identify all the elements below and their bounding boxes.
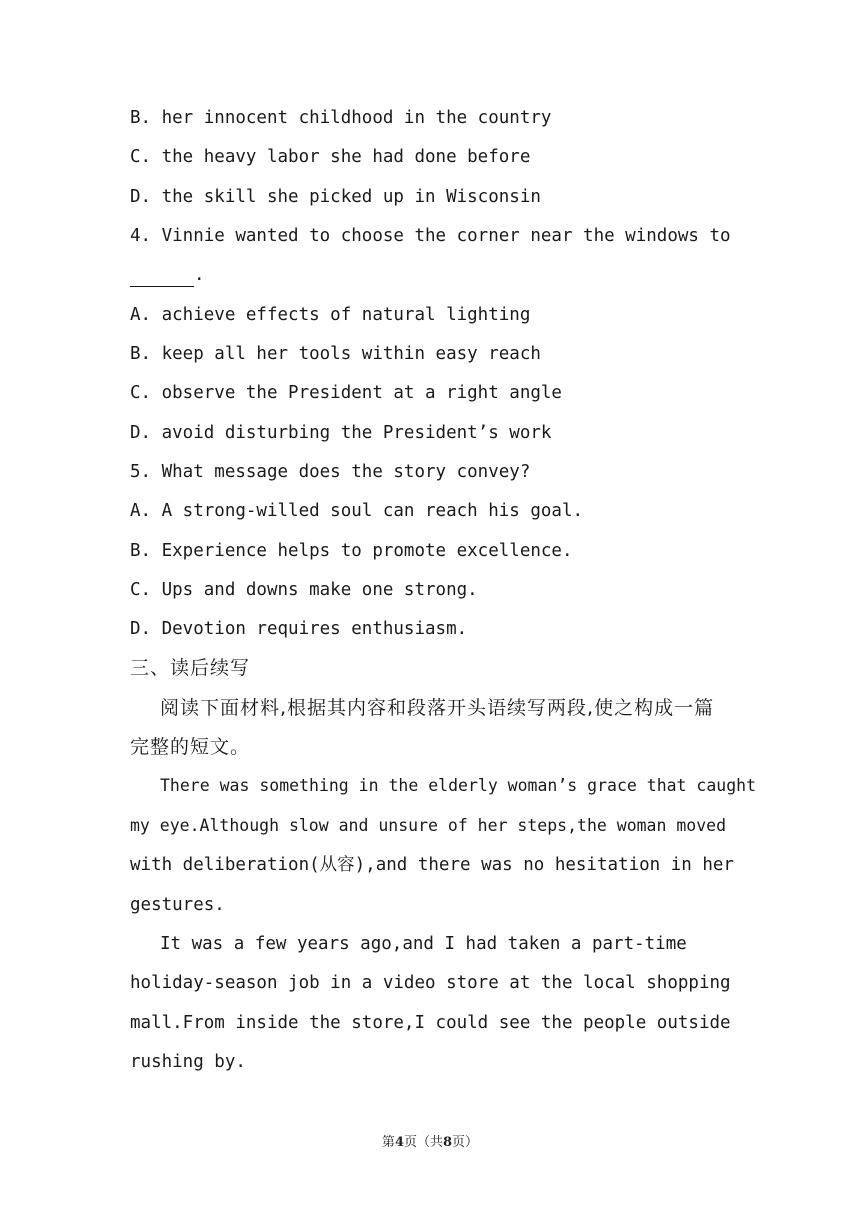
q5-stem: 5. What message does the story convey? — [130, 462, 531, 482]
q3-option-b: B. her innocent childhood in the country — [130, 108, 552, 128]
passage-p2-line-1: It was a few years ago,and I had taken a part-time — [160, 934, 687, 954]
q4-stem-continuation — [130, 263, 730, 287]
q4-option-c: C. observe the President at a right angle — [130, 383, 562, 403]
footer-total-pages: 8 — [443, 1135, 453, 1150]
q3-option-d: D. the skill she picked up in Wisconsin — [130, 187, 541, 207]
passage-p1-line-2: my eye.Although slow and unsure of her steps,the woman moved — [130, 816, 727, 835]
q5-option-b: B. Experience helps to promote excellence. — [130, 541, 573, 561]
footer-prefix: 第 — [381, 1135, 395, 1150]
footer-suffix: 页） — [452, 1135, 479, 1150]
footer-page-number: 4 — [394, 1135, 404, 1150]
q4-stem-period: . — [194, 265, 205, 285]
q5-option-a: A. A strong-willed soul can reach his goal. — [130, 501, 584, 521]
passage-p2-line-2: holiday-season job in a video store at the local shopping — [130, 973, 731, 993]
q4-stem: 4. Vinnie wanted to choose the corner near the windows to — [130, 226, 731, 246]
page-footer — [0, 1131, 860, 1150]
passage-p1-line-1: There was something in the elderly woman’s grace that caught — [160, 776, 757, 795]
passage-p2-line-3: mall.From inside the store,I could see the people outside — [130, 1013, 731, 1033]
q3-option-c: C. the heavy labor she had done before — [130, 147, 531, 167]
instruction-line-1: 阅读下面材料,根据其内容和段落开头语续写两段,使之构成一篇 — [160, 697, 715, 719]
footer-mid: 页（共 — [403, 1135, 443, 1150]
passage-p1-line-4: gestures. — [130, 895, 225, 915]
q4-option-b: B. keep all her tools within easy reach — [130, 344, 541, 364]
instruction-line-2: 完整的短文。 — [130, 736, 251, 758]
q5-option-c: C. Ups and downs make one strong. — [130, 580, 478, 600]
passage-p1-line-3: with deliberation(从容),and there was no hesitation in her — [130, 855, 734, 875]
q4-option-d: D. avoid disturbing the President’s work — [130, 423, 552, 443]
section-heading: 三、读后续写 — [130, 657, 251, 679]
q4-option-a: A. achieve effects of natural lighting — [130, 305, 531, 325]
q5-option-d: D. Devotion requires enthusiasm. — [130, 619, 468, 639]
answer-blank — [130, 268, 194, 287]
passage-p2-line-4: rushing by. — [130, 1052, 246, 1072]
